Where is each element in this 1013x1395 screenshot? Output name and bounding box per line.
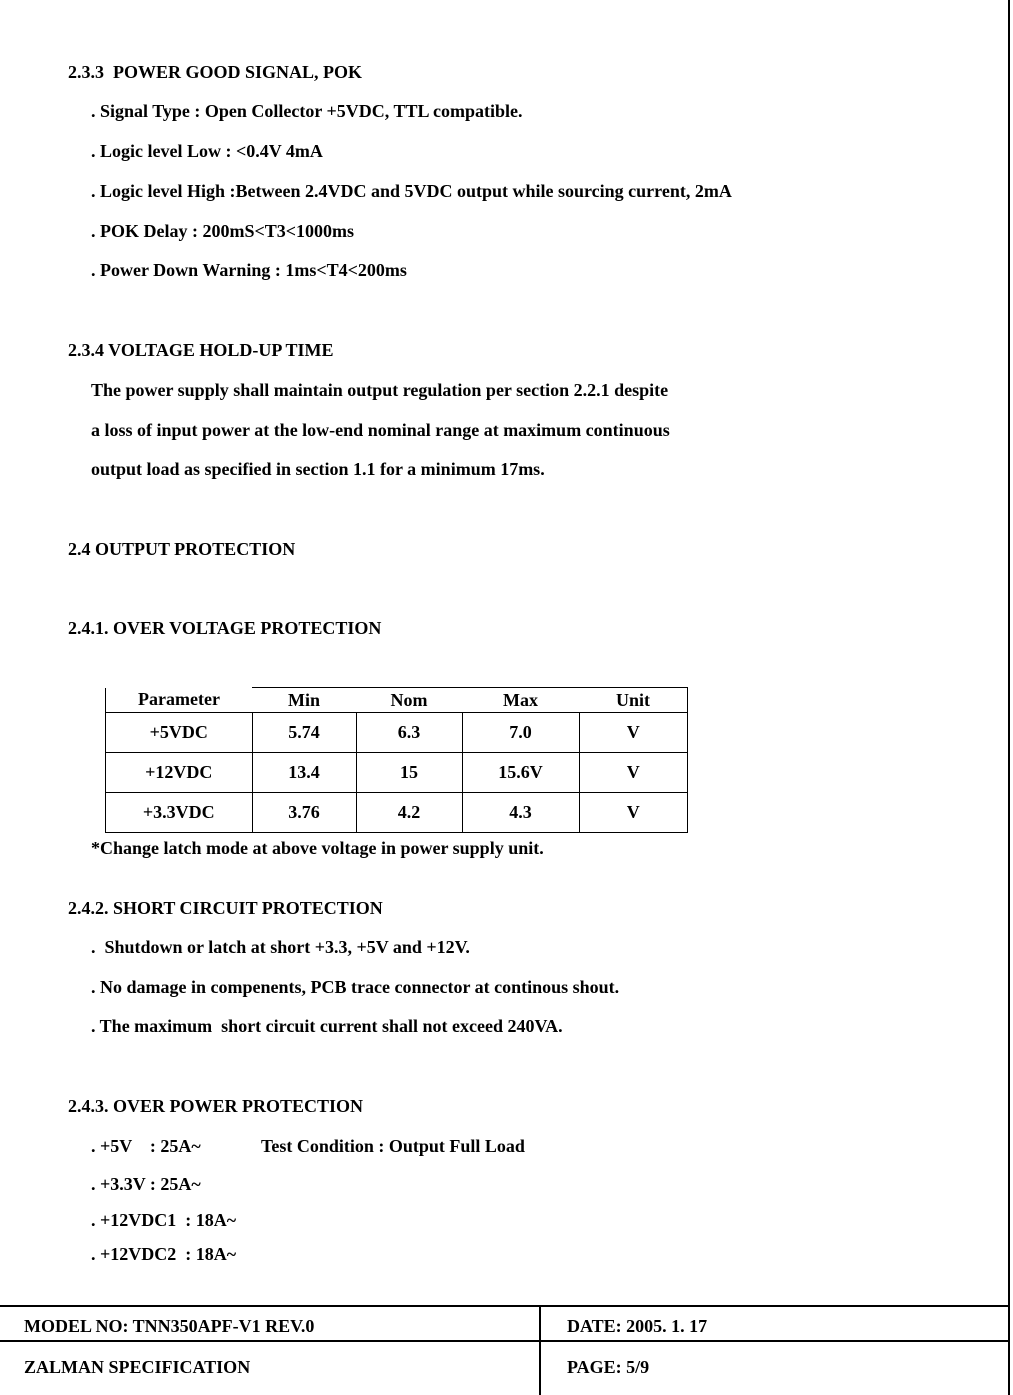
table-cell: +12VDC xyxy=(106,753,253,793)
header-min: Min xyxy=(252,688,356,713)
over-voltage-table xyxy=(105,687,688,833)
pok-logic-low: . Logic level Low : <0.4V 4mA xyxy=(91,141,323,161)
section-2-4-3-title: 2.4.3. OVER POWER PROTECTION xyxy=(68,1096,364,1116)
header-parameter: Parameter xyxy=(106,688,253,713)
ovp-note: *Change latch mode at above voltage in power supply unit. xyxy=(91,838,544,858)
table-cell: +5VDC xyxy=(106,713,253,753)
footer-row-2 xyxy=(0,1340,1010,1386)
table-cell: 3.76 xyxy=(252,793,356,833)
page-right-border xyxy=(1008,0,1010,1395)
section-2-4-1-title: 2.4.1. OVER VOLTAGE PROTECTION xyxy=(68,618,382,638)
opp-item-5v: . +5V : 25A~ xyxy=(91,1136,201,1156)
table-cell: V xyxy=(579,793,688,833)
table-cell: 7.0 xyxy=(462,713,579,753)
table-cell: 5.74 xyxy=(252,713,356,753)
table-cell: 15 xyxy=(356,753,462,793)
pok-signal-type: . Signal Type : Open Collector +5VDC, TTL compatible. xyxy=(91,101,523,121)
table-cell: 4.2 xyxy=(356,793,462,833)
scp-item-no-damage: . No damage in compenents, PCB trace connector at continous shout. xyxy=(91,977,620,997)
pok-delay: . POK Delay : 200mS<T3<1000ms xyxy=(91,221,355,241)
section-2-4-2-title: 2.4.2. SHORT CIRCUIT PROTECTION xyxy=(68,898,383,918)
table-cell: +3.3VDC xyxy=(106,793,253,833)
table-cell: 15.6V xyxy=(462,753,579,793)
holdup-text-line-1: The power supply shall maintain output regulation per section 2.2.1 despite xyxy=(91,380,669,400)
table-header-row xyxy=(106,688,688,713)
table-cell: V xyxy=(579,713,688,753)
opp-item-12vdc1: . +12VDC1 : 18A~ xyxy=(91,1210,237,1230)
header-unit: Unit xyxy=(579,688,688,713)
section-2-4-title: 2.4 OUTPUT PROTECTION xyxy=(68,539,296,559)
footer-column-divider xyxy=(539,1305,541,1395)
page-footer xyxy=(0,1305,1010,1395)
table-row xyxy=(106,793,688,833)
table-row xyxy=(106,713,688,753)
footer-page: PAGE: 5/9 xyxy=(567,1357,650,1377)
table-cell: V xyxy=(579,753,688,793)
scp-item-shutdown: . Shutdown or latch at short +3.3, +5V and +12V. xyxy=(91,937,470,957)
table-cell: 4.3 xyxy=(462,793,579,833)
section-2-3-4-title: 2.3.4 VOLTAGE HOLD-UP TIME xyxy=(68,340,334,360)
table-row xyxy=(106,753,688,793)
header-max: Max xyxy=(462,688,579,713)
footer-date: DATE: 2005. 1. 17 xyxy=(567,1316,708,1336)
section-2-3-3-title: 2.3.3 POWER GOOD SIGNAL, POK xyxy=(68,62,363,82)
header-nom: Nom xyxy=(356,688,462,713)
opp-test-condition: Test Condition : Output Full Load xyxy=(261,1136,525,1156)
footer-model: MODEL NO: TNN350APF-V1 REV.0 xyxy=(24,1316,315,1336)
pok-power-down-warning: . Power Down Warning : 1ms<T4<200ms xyxy=(91,260,407,280)
pok-logic-high: . Logic level High :Between 2.4VDC and 5VDC output while sourcing current, 2mA xyxy=(91,181,732,201)
opp-item-12vdc2: . +12VDC2 : 18A~ xyxy=(91,1244,237,1264)
holdup-text-line-3: output load as specified in section 1.1 for a minimum 17ms. xyxy=(91,459,545,479)
opp-item-3-3v: . +3.3V : 25A~ xyxy=(91,1174,201,1194)
holdup-text-line-2: a loss of input power at the low-end nominal range at maximum continuous xyxy=(91,420,670,440)
footer-spec: ZALMAN SPECIFICATION xyxy=(24,1357,251,1377)
table-cell: 6.3 xyxy=(356,713,462,753)
table-cell: 13.4 xyxy=(252,753,356,793)
scp-item-max-current: . The maximum short circuit current shall not exceed 240VA. xyxy=(91,1016,563,1036)
